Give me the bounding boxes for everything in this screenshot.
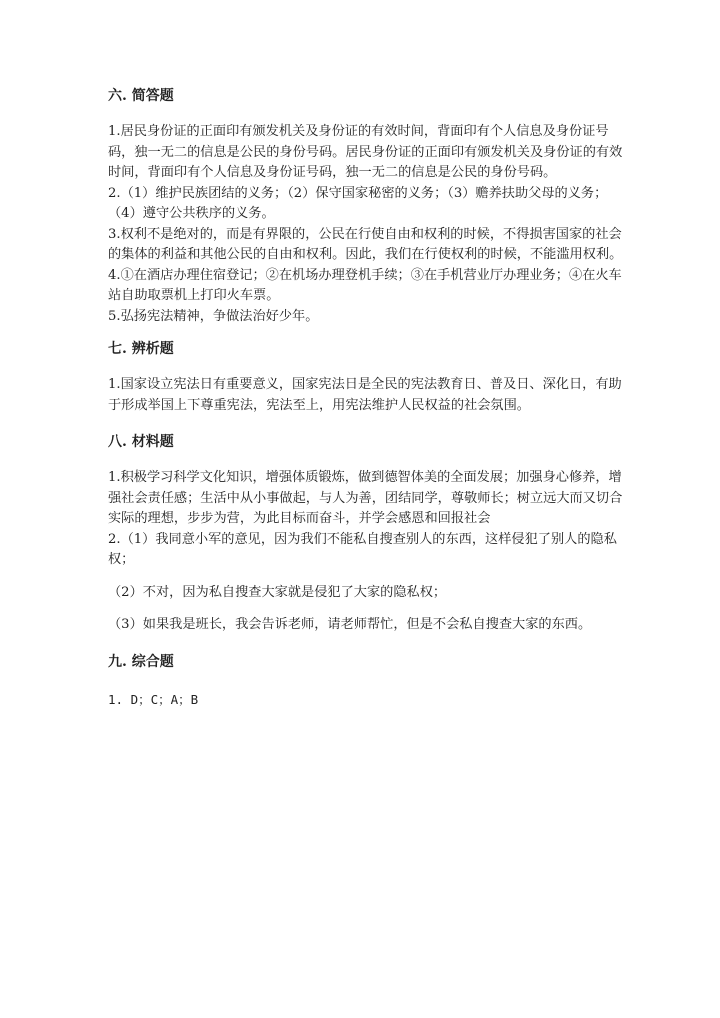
answer-paragraph-1: 1. D；C；A；B — [108, 691, 199, 707]
section-title-material: 八. 材料题 — [108, 434, 174, 450]
answer-paragraph-1: 1.积极学习科学文化知识，增强体质锻炼，做到德智体美的全面发展；加强身心修养，增强社会责任感；生活中从小事做起，与人为善，团结同学，尊敬师长；树立远大而又切合实际的理想，步步为营，为此目标而奋斗，并学会感恩和回报社会 — [108, 470, 623, 526]
answer-paragraph-4: 4.①在酒店办理住宿登记；②在机场办理登机手续；③在手机营业厅办理业务；④在火车站自助取票机上打印火车票。 — [108, 267, 622, 303]
answer-paragraph-3: 3.权利不是绝对的，而是有界限的，公民在行使自由和权利的时候，不得损害国家的社会的集体的利益和其他公民的自由和权利。因此，我们在行使权利的时候，不能滥用权利。 — [108, 226, 623, 262]
answer-paragraph-2-part-3: （3）如果我是班长，我会告诉老师，请老师帮忙，但是不会私自搜查大家的东西。 — [108, 617, 592, 632]
answer-paragraph-2-part-2: （2）不对，因为私自搜查大家就是侵犯了大家的隐私权； — [108, 584, 447, 600]
answer-paragraph-1: 1.国家设立宪法日有重要意义，国家宪法日是全民的宪法教育日、普及日、深化日，有助于形成举国上下尊重宪法，宪法至上，用宪法维护人民权益的社会氛围。 — [108, 377, 622, 413]
section-title-analysis: 七. 辨析题 — [108, 341, 174, 357]
section-title-comprehensive: 九. 综合题 — [108, 653, 174, 670]
section-comprehensive — [108, 650, 628, 710]
answer-paragraph-5: 5.弘扬宪法精神，争做法治好少年。 — [108, 308, 319, 324]
section-title-short-answer: 六. 简答题 — [108, 88, 174, 104]
section-short-answer — [108, 84, 628, 327]
section-material — [108, 430, 628, 636]
answer-paragraph-1: 1.居民身份证的正面印有颁发机关及身份证的有效时间，背面印有个人信息及身份证号码，独一无二的信息是公民的身份号码。居民身份证的正面印有颁发机关及身份证的有效时间，背面印有个人信息及身份证号码，独一无二的信息是公民的身份号码。 — [108, 124, 623, 180]
answer-document — [108, 84, 628, 710]
answer-paragraph-2: 2.（1）我同意小军的意见，因为我们不能私自搜查别人的东西，这样侵犯了别人的隐私权； — [108, 531, 617, 567]
answer-paragraph-2: 2.（1）维护民族团结的义务；（2）保守国家秘密的义务；（3）赡养扶助父母的义务；（4）遵守公共秩序的义务。 — [108, 185, 608, 221]
section-analysis — [108, 337, 628, 416]
